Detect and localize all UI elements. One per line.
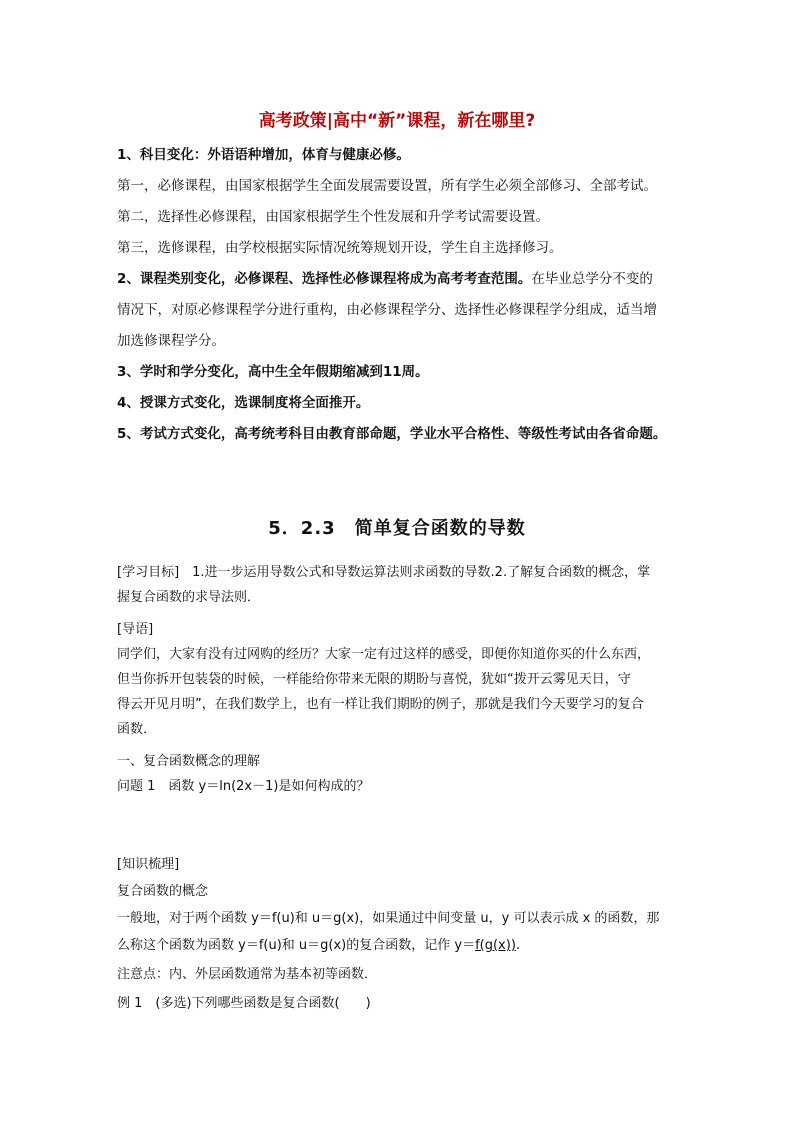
composite-notation: f(g(x)) [475, 938, 516, 953]
concept-title: 复合函数的概念 [117, 884, 209, 899]
item-subject-change: 1、科目变化：外语语种增加，体育与健康必修。 [117, 147, 410, 163]
intro-line2: 但当你拆开包装袋的时候，一样能给你带来无限的期盼与喜悦，犹如“拨开云雾见天日，守 [117, 672, 631, 687]
item-course-category-cont2: 加选修课程学分。 [117, 333, 225, 349]
item-second: 第二，选择性必修课程，由国家根据学生个性发展和升学考试需要设置。 [117, 209, 549, 225]
intro-line4: 函数． [117, 722, 157, 737]
item-course-category [117, 270, 653, 288]
note-line: 注意点：内、外层函数通常为基本初等函数． [117, 967, 378, 982]
item-hours-credits: 3、学时和学分变化，高中生全年假期缩减到11周。 [117, 364, 429, 380]
course-category-heading: 2、课程类别变化，必修课程、选择性必修课程将成为高考考查范围。 [117, 271, 532, 287]
intro-line3: 得云开见月明”，在我们数学上，也有一样让我们期盼的例子，那就是我们今天要学习的复合 [117, 697, 644, 712]
concept-line2 [117, 937, 520, 955]
learning-goals-line1: [学习目标] 1.进一步运用导数公式和导数运算法则求函数的导数.2.了解复合函数的概念，掌 [117, 565, 651, 580]
intro-line1: 同学们，大家有没有过网购的经历？大家一定有过这样的感受，即便你知道你买的什么东西， [117, 647, 651, 662]
question-1: 问题 1 函数 y＝ln(2x－1)是如何构成的？ [117, 779, 370, 794]
learning-goals-line2: 握复合函数的求导法则． [117, 590, 261, 605]
example-1: 例 1 (多选)下列哪些函数是复合函数( ) [117, 996, 371, 1011]
item-third: 第三，选修课程，由学校根据实际情况统筹规划开设，学生自主选择修习。 [117, 240, 563, 256]
section-heading-1: 一、复合函数概念的理解 [117, 754, 261, 769]
item-first: 第一，必修课程，由国家根据学生全面发展需要设置，所有学生必须全部修习、全部考试。 [117, 178, 657, 194]
intro-label: [导语] [117, 622, 154, 637]
policy-title: 高考政策|高中“新”课程，新在哪里? [258, 111, 536, 131]
item-exam-method: 5、考试方式变化，高考统考科目由教育部命题，学业水平合格性、等级性考试由各省命题。 [117, 426, 667, 442]
concept-line2-end: . [515, 938, 521, 953]
item-teaching-method: 4、授课方式变化，选课制度将全面推开。 [117, 395, 370, 411]
knowledge-label: [知识梳理] [117, 857, 180, 872]
item-course-category-cont1: 情况下，对原必修课程学分进行重构，由必修课程学分、选择性必修课程学分组成，适当增 [117, 302, 657, 318]
course-category-text: 在毕业总学分不变的 [531, 271, 653, 287]
lesson-title: 5．2.3 简单复合函数的导数 [268, 518, 526, 539]
concept-line1: 一般地，对于两个函数 y＝f(u)和 u＝g(x)，如果通过中间变量 u，y 可以表示成 x 的函数，那 [117, 911, 660, 926]
concept-line2-text: 么称这个函数为函数 y＝f(u)和 u＝g(x)的复合函数，记作 y＝ [117, 938, 476, 953]
